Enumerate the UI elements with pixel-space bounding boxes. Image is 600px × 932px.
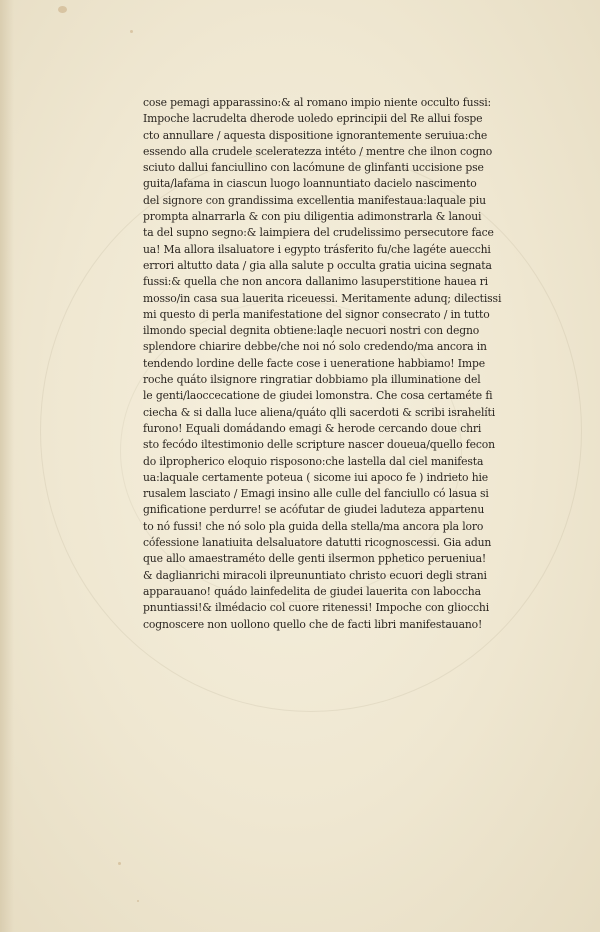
text-line: roche quáto ilsignore ringratiar dobbiamo pla illuminatione del	[143, 373, 481, 387]
foxing-spot	[130, 30, 133, 33]
text-line: ilmondo special degnita obtiene:laqle necuori nostri con degno	[143, 324, 480, 338]
text-line: cófessione lanatiuita delsaluatore datutti ricognoscessi. Gia adun	[143, 536, 492, 550]
text-line: guita/lafama in ciascun luogo loannuntiato dacielo nascimento	[143, 177, 477, 191]
text-line: pnuntiassi!& ilmédacio col cuore ritenessi! Impoche con gliocchi	[143, 601, 490, 615]
text-line: ciecha & si dalla luce aliena/quáto qlli sacerdoti & scribi israhelíti	[143, 405, 496, 419]
text-line: cose pemagi apparassino:& al romano impio niente occulto fussi:	[143, 96, 492, 109]
text-line: Impoche lacrudelta dherode uoledo eprincipii del Re allui fospe	[143, 112, 483, 126]
printed-text-block	[143, 95, 568, 633]
text-line: mi questo di perla manifestatione del signor consecrato / in tutto	[143, 307, 490, 321]
text-line: ta del supno segno:& laimpiera del crudelissimo persecutore face	[143, 226, 494, 240]
text-line: & daglianrichi miracoli ilpreununtiato christo ecuori degli strani	[143, 568, 487, 582]
text-line: cognoscere non uollono quello che de facti libri manifestauano!	[143, 617, 483, 631]
text-line: le genti/laoccecatione de giudei lomonstra. Che cosa certaméte fi	[143, 389, 493, 403]
text-line: sto fecódo iltestimonio delle scripture nascer doueua/quello fecon	[143, 438, 495, 452]
text-line: cto annullare / aquesta dispositione ignorantemente seruiua:che	[143, 128, 488, 142]
page-edge-shadow	[0, 0, 14, 932]
text-line: rusalem lasciato / Emagi insino alle culle del fanciullo có lasua si	[143, 487, 489, 501]
text-line: sciuto dallui fanciullino con lacómune de glinfanti uccisione pse	[143, 161, 484, 175]
text-line: apparauano! quádo lainfedelita de giudei lauerita con laboccha	[143, 584, 481, 598]
text-line: gnificatione perdurre! se acófutar de giudei laduteza appartenu	[143, 503, 485, 517]
text-line: tendendo lordine delle facte cose i ueneratione habbiamo! Impe	[143, 356, 485, 370]
foxing-spot	[118, 862, 121, 865]
text-line: que allo amaestraméto delle genti ilsermon pphetico perueniua!	[143, 552, 487, 566]
text-line: splendore chiarire debbe/che noi nó solo credendo/ma ancora in	[143, 340, 487, 354]
text-line: del signore con grandissima excellentia manifestaua:laquale piu	[143, 193, 486, 207]
foxing-spot	[137, 900, 139, 902]
text-line: errori altutto data / gia alla salute p occulta gratia uicina segnata	[143, 258, 492, 272]
text-line: fussi:& quella che non ancora dallanimo lasuperstitione hauea ri	[143, 275, 488, 289]
text-line: ua:laquale certamente poteua ( sicome iui apoco fe ) indrieto hie	[143, 470, 489, 484]
text-line: furono! Equali domádando emagi & herode cercando doue chri	[143, 421, 482, 435]
text-line: essendo alla crudele sceleratezza intéto / mentre che ilnon cogno	[143, 144, 493, 158]
text-line: do ilpropherico eloquio risposono:che lastella dal ciel manifesta	[143, 454, 484, 468]
text-line: prompta alnarrarla & con piu diligentia adimonstrarla & lanoui	[143, 210, 482, 224]
text-line: to nó fussi! che nó solo pla guida della stella/ma ancora pla loro	[143, 519, 484, 533]
foxing-spot	[58, 6, 67, 13]
text-line: mosso/in casa sua lauerita riceuessi. Meritamente adunq; dilectissi	[143, 291, 502, 305]
text-line: ua! Ma allora ilsaluatore i egypto trásferito fu/che lagéte auecchi	[143, 242, 491, 256]
